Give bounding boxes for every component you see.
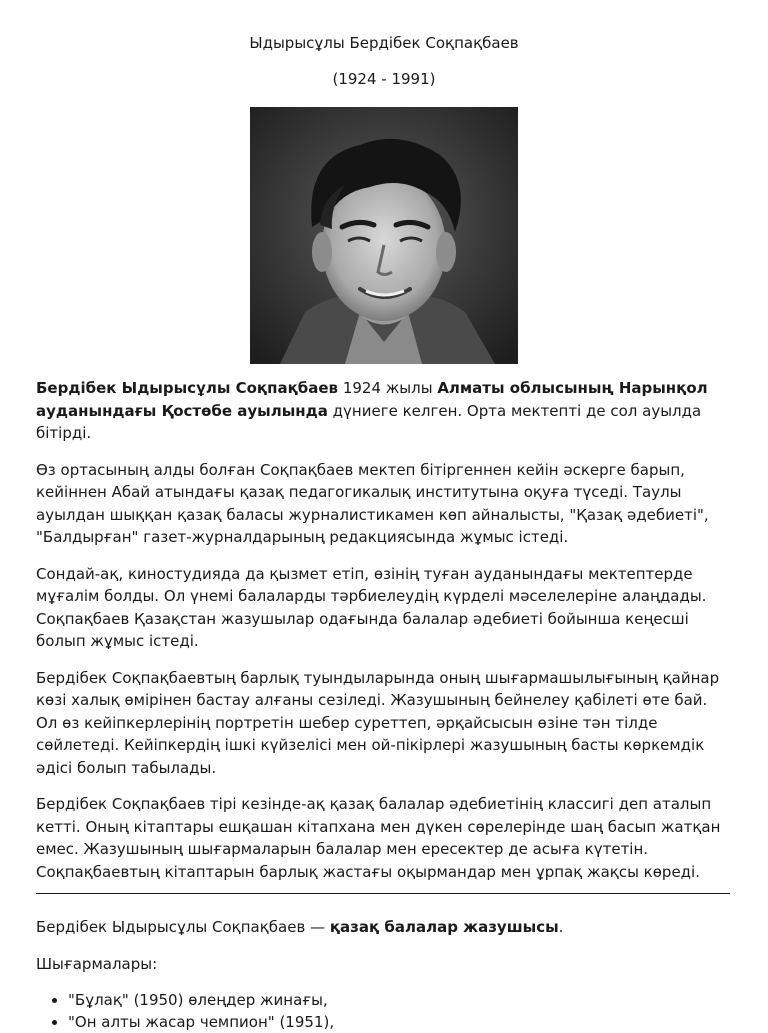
paragraph-birth [36,377,732,445]
text-span: Бердібек Ыдырысұлы Соқпақбаев — [36,918,330,936]
portrait-photo [250,107,518,364]
life-years: (1924 - 1991) [332,70,436,88]
bold-birthplace: Алматы облысының Нарынқол ауданындағы Қостөбе ауылында [36,379,708,420]
paragraph-summary [36,916,732,939]
list-item: • "Бұлақ" (1950) өлеңдер жинағы, [68,989,732,1011]
paragraph-career: Сондай-ақ, киностудияда да қызмет етіп, өзінің туған ауданындағы мектептерде мұғалім болды. Ол үнемі балаларды тәрбиелеудің күрделі мәселелеріне алаңдады. Соқпақбаев Қазақстан жазушылар одағында балалар әдебиеті бойынша кеңесші болып жұмыс істеді. [36,564,707,650]
text-span: . [558,918,564,936]
list-item: • "Он алты жасар чемпион" (1951), [68,1011,732,1033]
text-span: дүниеге келген. Орта мектепті де сол ауылда бітірді. [36,401,702,442]
bold-genre: қазақ балалар жазушысы [329,918,559,936]
person-photo-icon [250,107,518,364]
paragraph-legacy: Бердібек Соқпақбаев тірі кезінде-ақ қазақ балалар әдебиетінің классигі деп аталып кетті. Оның кітаптары ешқашан кітапхана мен дүкен сөрелерінде шаң басып жатқан емес. Жазушының шығармаларын балалар мен ересектер де асыға күтетін. Соқпақбаевтың кітаптарын барлық жастағы оқырмандар мен ұрпақ жақсы көреді. [36,795,721,881]
divider-line [36,883,730,894]
paragraph-works-style: Бердібек Соқпақбаевтың барлық туындыларында оның шығармашылығының қайнар көзі халық өмірінен бастау алғаны сезіледі. Жазушының бейнелеу қабілеті өте бай. Ол өз кейіпкерлерінің портретін шебер суреттеп, әрқайсысын өзіне тән тілде сөйлетеді. Кейіпкердің ішкі күйзелісі мен ой-пікірлері жазушының басты көркемдік әдісі болып табылады. [36,668,720,777]
article-body [36,377,732,1033]
bold-name: Бердібек Ыдырысұлы Соқпақбаев [36,379,339,397]
paragraph-education: Өз ортасының алды болған Соқпақбаев мектеп бітіргеннен кейін әскерге барып, кейіннен Абай атындағы қазақ педагогикалық институтына оқуға түседі. Таулы ауылдан шыққан қазақ баласы журналистикамен көп айналысты, "Қазақ әдебиеті", "Балдырған" газет-журналдарының редакциясында жұмыс істеді. [36,460,709,546]
page-title: Ыдырысұлы Бердібек Соқпақбаев [249,34,519,52]
text-span: 1924 жылы [338,379,438,397]
works-heading: Шығармалары: [36,954,158,973]
works-list [36,989,732,1033]
